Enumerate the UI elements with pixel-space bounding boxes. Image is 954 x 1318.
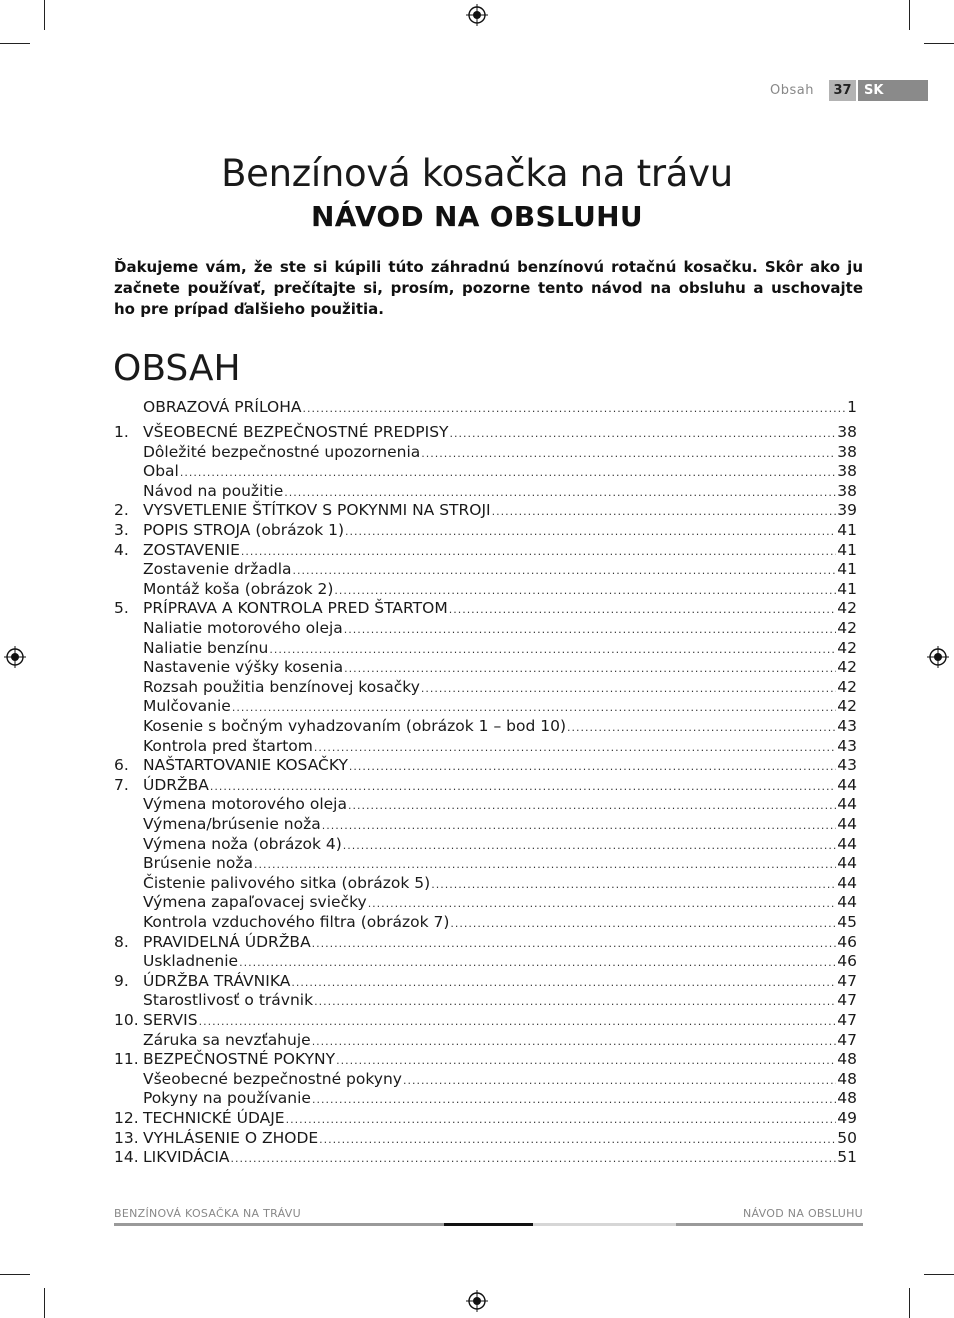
registration-mark-icon (927, 646, 949, 668)
toc-entry (114, 776, 857, 795)
toc-entry-title: OBRAZOVÁ PRÍLOHA (143, 398, 302, 416)
toc-entry-number: 6. (114, 756, 129, 775)
toc-entry-title: Rozsah použitia benzínovej kosačky (143, 677, 420, 696)
toc-dot-leader (231, 1152, 837, 1165)
toc-dot-leader (334, 584, 836, 597)
toc-entry-number: 4. (114, 540, 129, 559)
toc-entry-page: 48 (837, 1050, 857, 1069)
toc-entry-page: 43 (837, 756, 857, 775)
toc-entry-title: SERVIS (143, 1011, 198, 1029)
toc-entry-page: 43 (837, 736, 857, 755)
toc-entry-title: LIKVIDÁCIA (143, 1148, 230, 1167)
toc-entry-title: Kosenie s bočným vyhadzovaním (obrázok 1 – bod 10) (143, 717, 566, 735)
toc-entry-title: BEZPEČNOSTNÉ POKYNY (143, 1050, 336, 1069)
toc-entry (114, 1089, 857, 1108)
toc-dot-leader (286, 1113, 837, 1126)
toc-entry-page: 50 (837, 1128, 857, 1147)
toc-entry-number: 2. (114, 501, 129, 520)
toc-entry-page: 38 (837, 481, 857, 500)
toc-dot-leader (199, 1015, 837, 1028)
toc-dot-leader (348, 799, 836, 812)
toc-entry (114, 1011, 857, 1030)
toc-dot-leader (368, 897, 837, 910)
toc-entry-page: 42 (837, 697, 857, 716)
toc-entry (114, 1070, 857, 1089)
toc-entry-page: 44 (837, 795, 857, 814)
toc-dot-leader (450, 427, 837, 440)
footer-rule (114, 1223, 444, 1226)
toc-entry (114, 913, 857, 932)
toc-entry (114, 501, 857, 520)
toc-entry (114, 462, 857, 481)
toc-dot-leader (345, 525, 836, 538)
toc-entry (114, 541, 857, 560)
toc-dot-leader (403, 1074, 836, 1087)
toc-entry-title: ZOSTAVENIE (143, 540, 240, 559)
toc-dot-leader (254, 858, 836, 871)
toc-dot-leader (344, 623, 836, 636)
toc-entry-page: 48 (837, 1089, 857, 1108)
toc-entry-number: 14. (114, 1148, 139, 1167)
toc-entry-number: 3. (114, 521, 129, 539)
toc-entry-number: 7. (114, 775, 129, 794)
toc-entry-page: 41 (837, 560, 857, 579)
toc-entry-page: 45 (837, 913, 857, 931)
toc-entry-title: Nastavenie výšky kosenia (143, 658, 344, 677)
toc-dot-leader (303, 402, 847, 415)
intro-paragraph: Ďakujeme vám, že ste si kúpili túto záhradnú benzínovú rotačnú kosačku. Skôr ako ju začnete používať, prečítajte si, prosím, pozorne tento návod na obsluhu a uschovajte ho pre prípad ďalšieho použitia. (114, 258, 863, 318)
toc-entry (114, 893, 857, 912)
toc-entry-title: Výmena/brúsenie noža (143, 815, 321, 833)
toc-entry-number: 10. (114, 1011, 139, 1029)
crop-mark (44, 1288, 45, 1318)
toc-entry-title: Záruka sa nevzťahuje (143, 1030, 311, 1049)
toc-entry (114, 815, 857, 834)
toc-dot-leader (336, 1054, 836, 1067)
toc-dot-leader (312, 937, 837, 950)
toc-entry-page: 1 (847, 398, 857, 416)
toc-entry-title: POPIS STROJA (obrázok 1) (143, 521, 345, 539)
toc-heading: OBSAH (113, 348, 241, 389)
toc-entry-title: Naliatie benzínu (143, 638, 269, 657)
toc-entry-title: Obal (143, 462, 179, 481)
toc-dot-leader (343, 839, 836, 852)
toc-entry-page: 49 (837, 1109, 857, 1127)
toc-entry (114, 1050, 857, 1069)
toc-entry (114, 1148, 857, 1167)
toc-entry-title: Zostavenie držadla (143, 560, 292, 579)
toc-entry-title: Všeobecné bezpečnostné pokyny (143, 1069, 402, 1088)
header-section-label: Obsah (770, 83, 814, 98)
toc-entry-page: 44 (837, 873, 857, 892)
toc-entry-title: VYSVETLENIE ŠTÍTKOV S POKYNMI NA STROJI (143, 501, 491, 520)
toc-entry-title: Naliatie motorového oleja (143, 619, 343, 637)
toc-entry-page: 42 (837, 638, 857, 657)
toc-entry-page: 44 (837, 815, 857, 833)
toc-entry-title: PRÍPRAVA A KONTROLA PRED ŠTARTOM (143, 599, 448, 618)
toc-entry (114, 482, 857, 501)
toc-entry-page: 47 (837, 1011, 857, 1029)
toc-dot-leader (312, 1093, 836, 1106)
toc-entry-page: 42 (837, 599, 857, 618)
toc-entry-title: Starostlivosť o trávnik (143, 991, 314, 1010)
toc-entry (114, 639, 857, 658)
toc-entry-title: TECHNICKÉ ÚDAJE (143, 1109, 285, 1127)
toc-entry-page: 42 (837, 677, 857, 696)
toc-entry (114, 991, 857, 1010)
toc-entry-title: NAŠTARTOVANIE KOSAČKY (143, 756, 348, 775)
toc-entry (114, 398, 857, 417)
footer-left-text: BENZÍNOVÁ KOSAČKA NA TRÁVU (114, 1207, 301, 1220)
document-title: Benzínová kosačka na trávu (221, 152, 733, 195)
crop-mark (0, 43, 30, 44)
toc-entry-page: 41 (837, 579, 857, 598)
toc-entry (114, 697, 857, 716)
toc-entry-number: 5. (114, 599, 129, 618)
toc-entry-title: Výmena zapaľovacej sviečky (143, 893, 367, 912)
toc-entry-page: 44 (837, 854, 857, 873)
crop-mark (909, 1288, 910, 1318)
toc-entry-title: Výmena noža (obrázok 4) (143, 834, 342, 853)
toc-dot-leader (431, 878, 836, 891)
toc-entry-page: 47 (837, 1030, 857, 1049)
toc-entry-page: 46 (837, 952, 857, 971)
crop-mark (44, 0, 45, 30)
toc-entry (114, 835, 857, 854)
toc-dot-leader (349, 760, 836, 773)
toc-entry (114, 580, 857, 599)
toc-dot-leader (284, 486, 836, 499)
toc-entry-title: Výmena motorového oleja (143, 795, 347, 814)
toc-entry-page: 47 (837, 971, 857, 990)
crop-mark (909, 0, 910, 30)
toc-entry-title: Kontrola vzduchového filtra (obrázok 7) (143, 913, 450, 931)
toc-entry-title: Brúsenie noža (143, 854, 253, 873)
registration-mark-icon (466, 4, 488, 26)
toc-entry (114, 423, 857, 442)
footer-rule (533, 1223, 676, 1226)
toc-entry-title: ÚDRŽBA TRÁVNIKA (143, 971, 291, 990)
toc-entry-page: 42 (837, 619, 857, 637)
toc-entry-page: 44 (837, 893, 857, 912)
toc-entry-number: 12. (114, 1109, 139, 1127)
toc-dot-leader (492, 505, 837, 518)
toc-entry (114, 1109, 857, 1128)
registration-mark-icon (466, 1290, 488, 1312)
toc-entry (114, 678, 857, 697)
toc-entry-number: 9. (114, 971, 129, 990)
toc-entry-page: 38 (837, 423, 857, 441)
toc-entry-page: 44 (837, 775, 857, 794)
toc-entry-page: 41 (837, 521, 857, 539)
toc-dot-leader (314, 995, 836, 1008)
toc-entry (114, 737, 857, 756)
registration-mark-icon (4, 646, 26, 668)
toc-entry-page: 42 (837, 658, 857, 677)
toc-entry (114, 717, 857, 736)
toc-dot-leader (319, 1133, 836, 1146)
toc-entry-title: Čistenie palivového sitka (obrázok 5) (143, 873, 431, 892)
toc-entry (114, 795, 857, 814)
toc-entry (114, 952, 857, 971)
toc-entry (114, 933, 857, 952)
toc-entry-title: ÚDRŽBA (143, 775, 209, 794)
toc-entry (114, 1129, 857, 1148)
toc-entry-number: 1. (114, 423, 129, 441)
toc-entry-title: Montáž koša (obrázok 2) (143, 579, 334, 598)
toc-entry (114, 599, 857, 618)
toc-dot-leader (314, 741, 836, 754)
toc-entry-title: VYHLÁSENIE O ZHODE (143, 1128, 319, 1147)
toc-dot-leader (180, 466, 836, 479)
toc-entry-number: 11. (114, 1050, 139, 1069)
footer-rule (676, 1223, 863, 1226)
toc-entry (114, 972, 857, 991)
toc-entry-page: 46 (837, 932, 857, 951)
toc-entry-page: 43 (837, 717, 857, 735)
toc-entry-page: 44 (837, 834, 857, 853)
toc-entry (114, 756, 857, 775)
toc-entry-title: Návod na použitie (143, 481, 284, 500)
toc-dot-leader (291, 976, 836, 989)
toc-dot-leader (239, 956, 836, 969)
document-subtitle: NÁVOD NA OBSLUHU (311, 200, 643, 233)
toc-entry-title: VŠEOBECNÉ BEZPEČNOSTNÉ PREDPISY (143, 423, 449, 441)
toc-entry-page: 48 (837, 1069, 857, 1088)
header-page-number: 37 (829, 80, 856, 101)
footer-right-text: NÁVOD NA OBSLUHU (742, 1207, 863, 1220)
toc-dot-leader (567, 721, 836, 734)
toc-entry-page: 38 (837, 442, 857, 461)
toc-entry (114, 560, 857, 579)
toc-entry (114, 854, 857, 873)
toc-entry-title: Pokyny na používanie (143, 1089, 311, 1108)
crop-mark (924, 1274, 954, 1275)
toc-dot-leader (421, 682, 836, 695)
toc-dot-leader (450, 917, 836, 930)
toc-entry (114, 874, 857, 893)
toc-entry-page: 41 (837, 540, 857, 559)
toc-entry (114, 521, 857, 540)
header-language-tab: SK (858, 80, 928, 101)
footer-rule (444, 1223, 533, 1226)
toc-dot-leader (421, 447, 836, 460)
crop-mark (0, 1274, 30, 1275)
toc-entry-page: 39 (837, 501, 857, 520)
toc-dot-leader (344, 662, 836, 675)
toc-entry-number: 8. (114, 932, 129, 951)
toc-entry (114, 658, 857, 677)
toc-entry (114, 443, 857, 462)
toc-dot-leader (293, 564, 837, 577)
toc-dot-leader (322, 819, 837, 832)
toc-entry-number: 13. (114, 1128, 139, 1147)
toc-dot-leader (449, 603, 837, 616)
toc-dot-leader (241, 545, 836, 558)
toc-dot-leader (312, 1035, 837, 1048)
toc-dot-leader (269, 643, 836, 656)
toc-entry-title: PRAVIDELNÁ ÚDRŽBA (143, 932, 311, 951)
toc-entry-page: 47 (837, 991, 857, 1010)
toc-entry-title: Dôležité bezpečnostné upozornenia (143, 442, 421, 461)
toc-dot-leader (232, 701, 836, 714)
toc-entry-page: 38 (837, 462, 857, 481)
toc-entry-title: Kontrola pred štartom (143, 736, 313, 755)
toc-dot-leader (210, 780, 836, 793)
toc-entry (114, 619, 857, 638)
toc-entry-page: 51 (837, 1148, 857, 1167)
toc-entry (114, 1031, 857, 1050)
crop-mark (924, 43, 954, 44)
toc-entry-title: Uskladnenie (143, 952, 239, 971)
toc-entry-title: Mulčovanie (143, 697, 231, 716)
